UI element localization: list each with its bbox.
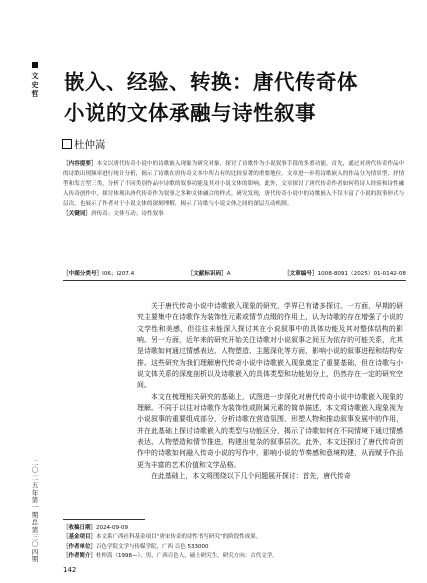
divider: [63, 280, 406, 281]
clc-label: ［中图分类号］: [63, 271, 103, 277]
section-char: 哲: [31, 89, 39, 98]
received-date: [63, 524, 406, 533]
author-marker: [62, 139, 72, 149]
journal-issue-label: 二〇二五年第一期总第三〇四期: [31, 459, 39, 564]
classification-row: [63, 270, 406, 278]
abstract: [63, 160, 406, 219]
body-paragraph: 关于唐代传奇小说中诗歌嵌入现象的研究，学界已有诸多探讨。一方面，早期的研究主要集中在诗歌作为装饰性元素或情节点缀的作用上，认为诗歌的存在增强了小说的文学性和美感，但往往未能深入探讨其在小说叙事中的具体功能及其对整体结构的影响。另一方面，近年来的研究开始关注诗歌对小说叙事之间互为依存的可能关系，尤其是诗歌如何通过情感表达、人物塑造、主题深化等方面，影响小说的叙事进程和结构安排。这些研究为我们理解唐代传奇小说中诗歌嵌入现象奠定了重要基础，但在诗歌与小说文体关系的深度剖析以及诗歌嵌入的具体类型和功能划分上，仍然存在一定的研究空间。: [137, 302, 403, 390]
doc-label: ［文献标识码］: [187, 271, 227, 277]
abstract-text: 本文以唐代传奇小说中的诗歌嵌入现象为研究对象，探讨了诗歌作为小说叙事手段的多重功能。首先，通过对唐代传奇作品中的诗歌出现频率进行统计分析，揭示了诗歌在唐传奇文本中所占有的比较显著的重要地位。文章进一步将诗歌嵌入的作品分为情景型、抒情型和发言型三类，分析了不同类别作品中诗歌的叙事功能及其对小说文体的影响。此外，文章探讨了唐代传奇作者如何将诗人经验和诗性融入传奇创作中，探讨体现出唐代传奇作为叙事之多种文体融合的样式。研究发现，唐代传奇小说中的诗歌嵌入不仅丰富了小说的叙事形式与层次，也展示了作者对于小说文体的深刻理解，揭示了诗歌与小说文体之间的深层互动机制。: [63, 161, 405, 207]
author-unit: [63, 543, 406, 552]
page-number: 142: [63, 566, 77, 574]
keywords: 唐传奇；文体互动；诗性叙事: [90, 210, 164, 217]
title-line-1: 嵌入、经验、转换：唐代传奇体: [64, 70, 358, 94]
clc-field: [63, 270, 134, 278]
doc-field: [188, 270, 231, 278]
author-name: 杜仲嵩: [74, 139, 106, 151]
received-value: 2024-09-09: [96, 525, 128, 531]
unit-label: ［作者单位］: [63, 543, 97, 550]
abstract-label: ［内容提要］: [63, 161, 97, 167]
body-paragraph: 本文在梳理相关研究的基础上，试图进一步深化对唐代传奇小说中诗歌嵌入现象的理解。不同于以往对诗歌作为装饰性或附属元素的简单描述，本文将诗歌嵌入现象视为小说叙事的重要组成部分，分析诗歌在营造氛围、形塑人物和推动叙事发展中的作用，并在此基础上探讨诗歌嵌入的类型与功能区分，揭示了诗歌如何在不同情境下通过情感表达、人物塑造和情节推进，构建出复杂的叙事层次。此外，本文还探讨了唐代传奇创作中的诗歌如何融入传奇小说的写作中，影响小说的节奏感和意境构建，从而赋予作品更为丰富的艺术价值和文学品格。: [137, 392, 403, 469]
article-label: ［文章编号］: [283, 271, 318, 277]
bio-label: ［作者简介］: [63, 552, 97, 559]
received-label: ［收稿日期］: [63, 525, 97, 531]
article-value: 1008-8091（2025）01-0142-08: [317, 271, 406, 277]
section-marker: [32, 62, 38, 68]
article-field: [284, 270, 406, 278]
fund-value: 本文系广西社科基金项目“唐宋传奇的诗性书写研究”的阶段性成果。: [96, 534, 262, 541]
clc-value: I06；I207.4: [102, 271, 135, 277]
article-title: [64, 67, 404, 129]
body-paragraph: 在此基础上，本文将围绕以下几个问题展开探讨：首先，唐代传奇: [151, 472, 351, 481]
bio-value: 杜仲嵩（1998—），男，广西百色人，硕士研究生。研究方向：古代文学。: [96, 552, 278, 559]
doc-value: A: [226, 271, 231, 277]
section-char: 文: [31, 71, 39, 80]
footnote: [63, 524, 406, 561]
footnote-divider: [63, 519, 145, 520]
unit-value: 百色学院文学与传媒学院，广西 百色 533000: [96, 543, 209, 550]
section-label: [31, 62, 39, 98]
fund-info: [63, 533, 406, 542]
author-bio: [63, 552, 406, 561]
section-char: 史: [31, 80, 39, 89]
title-line-2: 小说的文体承融与诗性叙事: [64, 101, 316, 125]
fund-label: ［基金项目］: [63, 534, 97, 541]
author-line: [62, 137, 106, 152]
keywords-label: ［关键词］: [63, 210, 91, 217]
body-text: [137, 301, 403, 483]
